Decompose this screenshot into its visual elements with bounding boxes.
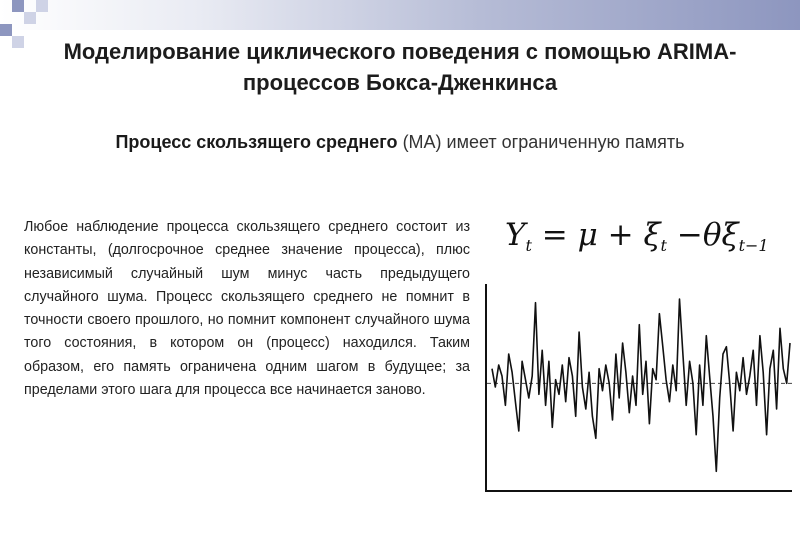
ma-process-chart xyxy=(484,282,794,494)
slide-subtitle xyxy=(80,130,720,155)
ma-formula xyxy=(505,217,795,267)
formula-theta: θ xyxy=(702,217,722,253)
deco-square xyxy=(36,0,48,12)
deco-square xyxy=(12,36,24,48)
slide-title: Моделирование циклического поведения с помощью ARIMA-процессов Бокса-Дженкинса xyxy=(63,39,737,95)
formula-sub-t: t xyxy=(525,236,532,255)
formula-xi2: ξ xyxy=(721,217,739,253)
formula-eq: = xyxy=(541,217,568,253)
subtitle-rest: (MA) имеет ограниченную память xyxy=(397,132,685,152)
deco-square xyxy=(24,12,36,24)
formula-xi: ξ xyxy=(643,217,661,253)
subtitle-bold: Процесс скользящего среднего xyxy=(115,132,398,152)
formula-mu: μ xyxy=(577,217,598,253)
formula-plus: + xyxy=(607,217,634,253)
body-paragraph: Любое наблюдение процесса скользящего среднего состоит из константы, (долгосрочное среднее значение процесса), плюс независимый случайный шум минус часть предыдущего случайного шума. Процесс скользящего среднего не помнит в точности своего прошлого, но помнит компонент случайного шума того состояния, в котором он (процесс) находился. Таким образом, его память ограничена одним шагом в будущее; за пределами этого шага для процесса все начинается заново. xyxy=(24,219,470,399)
top-gradient-bar xyxy=(0,0,800,30)
series-line xyxy=(492,299,790,471)
formula-sub-t-1: t−1 xyxy=(738,236,769,255)
formula-sub-t2: t xyxy=(660,236,667,255)
formula-y: Y xyxy=(505,217,526,253)
formula-minus: − xyxy=(676,217,703,253)
deco-square xyxy=(0,24,12,36)
deco-square xyxy=(12,0,24,12)
